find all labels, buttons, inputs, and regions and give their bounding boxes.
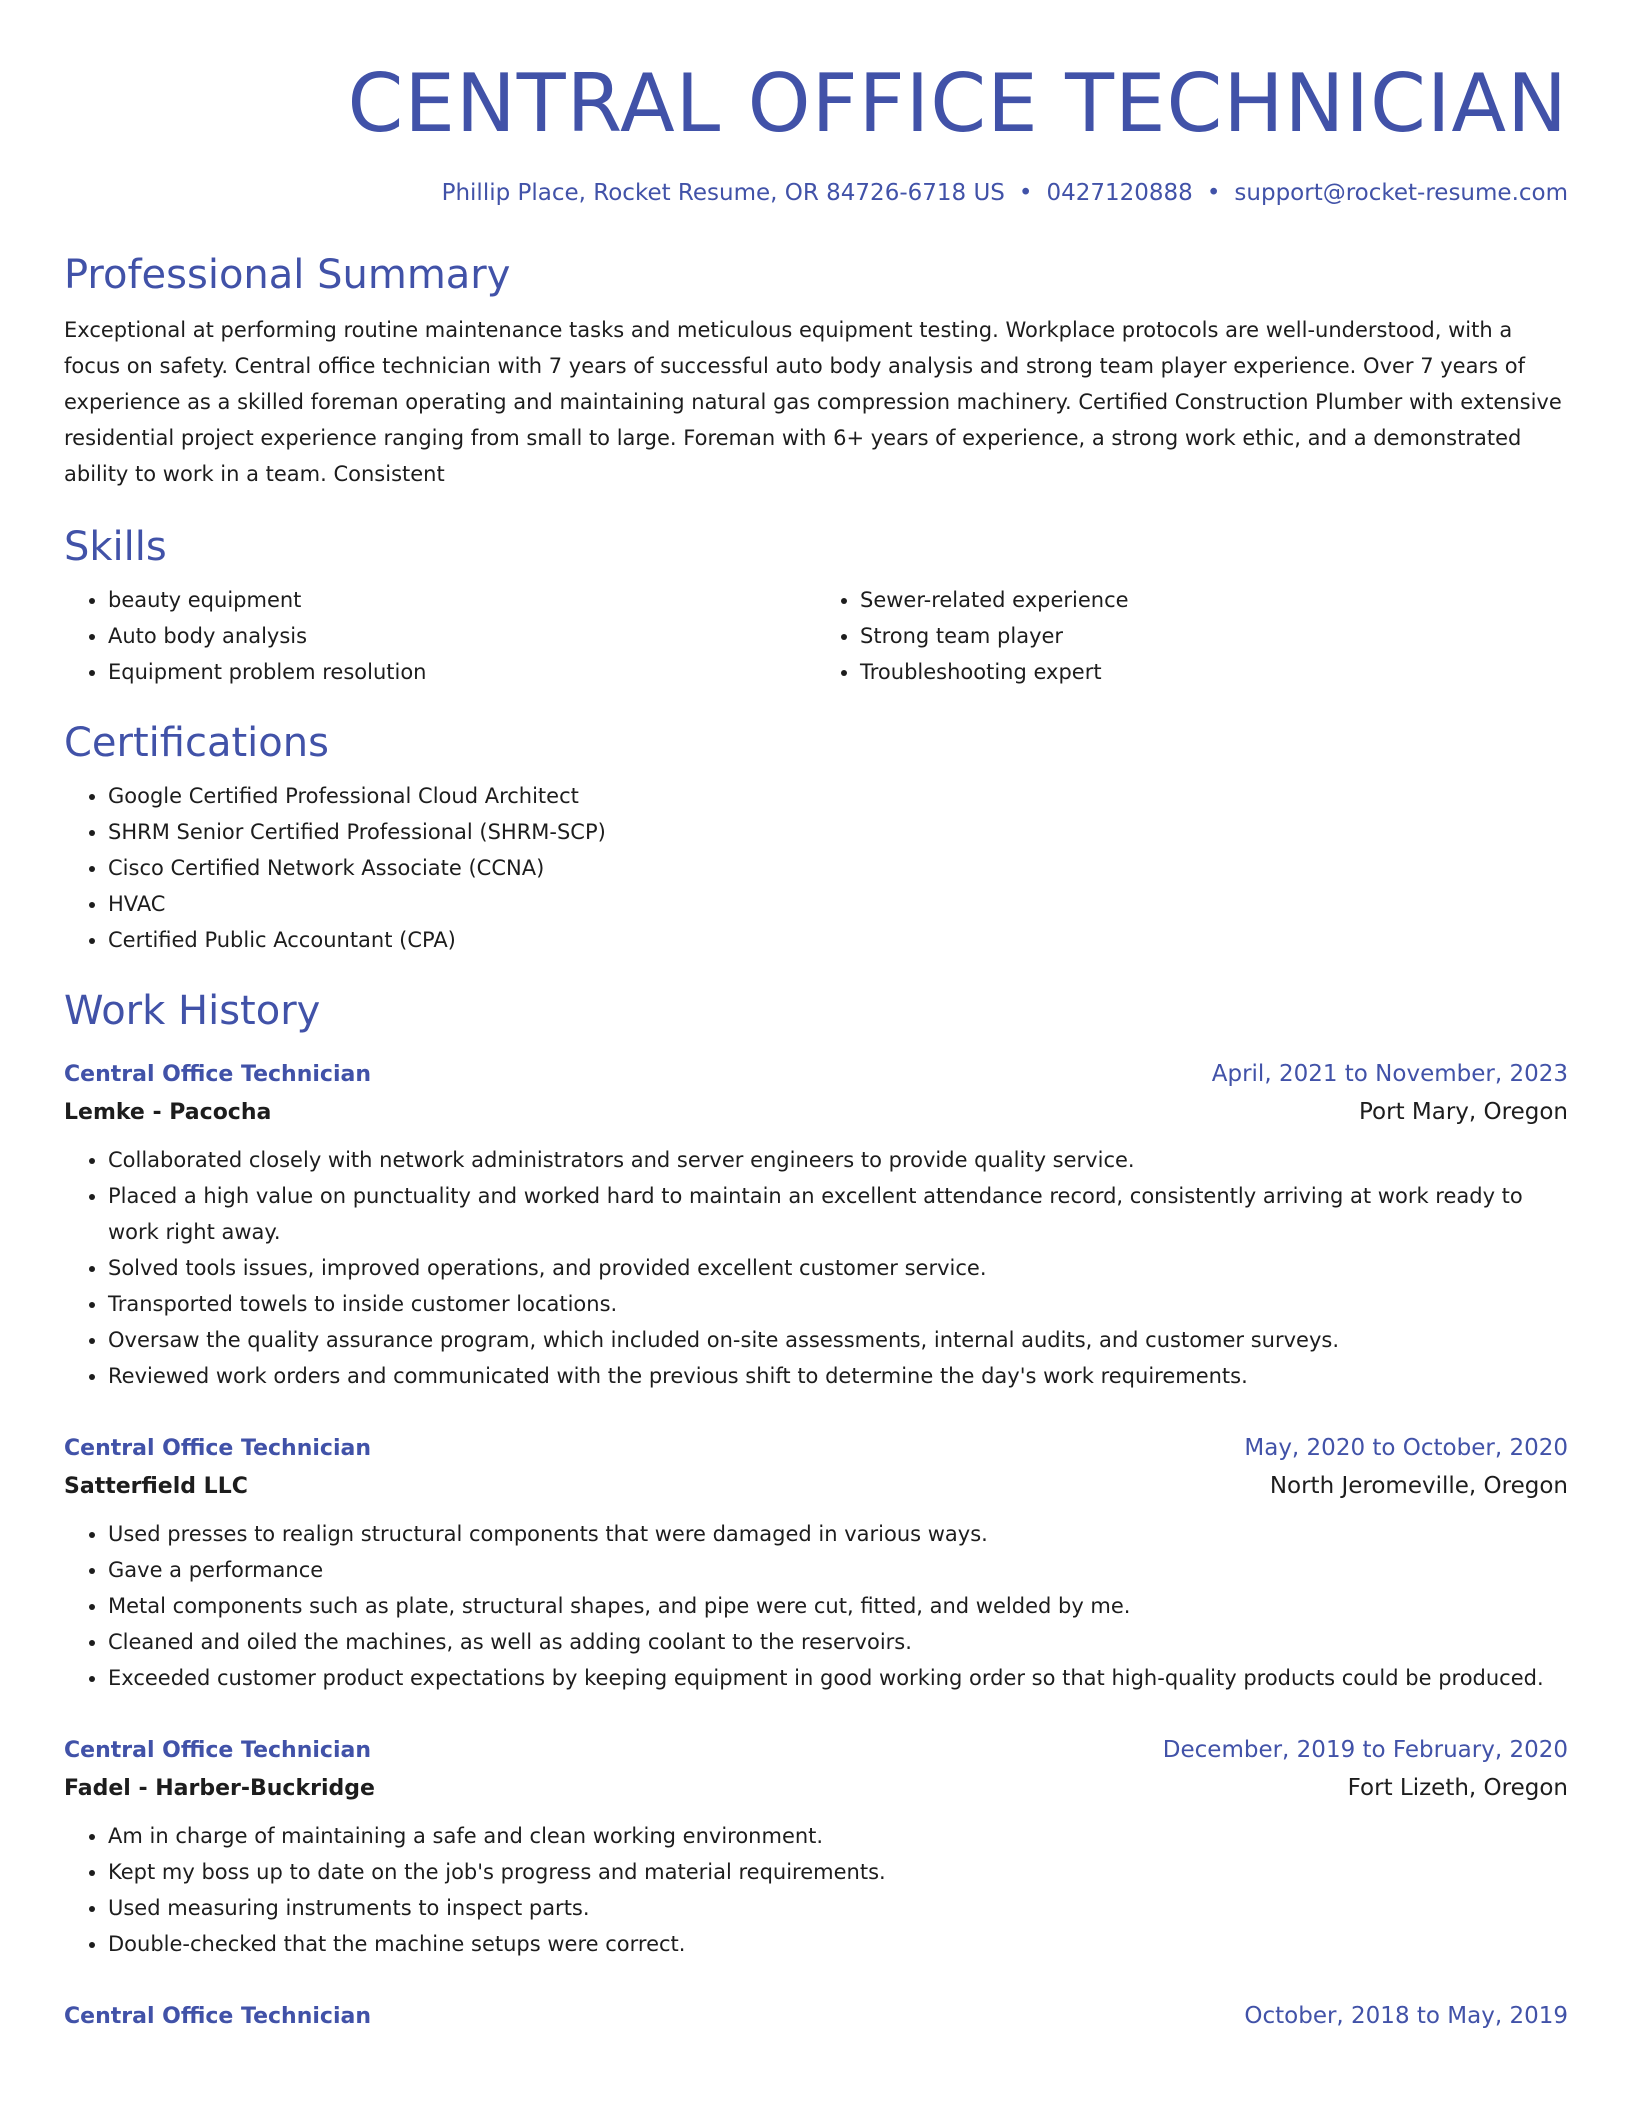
job-bullet: • Kept my boss up to date on the job's progress and material requirements. [108,1854,1568,1890]
job-company-row [64,1467,1568,1506]
job-bullet: • Solved tools issues, improved operations, and provided excellent customer service. [108,1250,1568,1286]
skills-grid [64,582,1568,690]
certification-item: • HVAC [108,886,1568,922]
certification-item: • Google Certified Professional Cloud Architect [108,778,1568,814]
job-bullet: • Exceeded customer product expectations by keeping equipment in good working order so that high-quality products could be produced. [108,1660,1568,1696]
contact-address: Phillip Place, Rocket Resume, OR 84726-6718 US [441,180,1005,206]
skill-item: • Troubleshooting expert [860,654,1568,690]
resume-page [64,0,1568,2035]
job-title: Central Office Technician [64,2004,372,2029]
skill-item: • Strong team player [860,618,1568,654]
skill-item: • beauty equipment [108,582,816,618]
summary-text: Exceptional at performing routine maintenance tasks and meticulous equipment testing. Workplace protocols are well-understood, with a focus on safety. Central office technician with 7 years of successful auto body analysis and strong team player experience. Over 7 years of experience as a skilled foreman operating and maintaining natural gas compression machinery. Certified Construction Plumber with extensive residential project experience ranging from small to large. Foreman with 6+ years of experience, a strong work ethic, and a demonstrated ability to work in a team. Consistent [64,318,1562,486]
contact-line [64,178,1568,208]
job-entry [64,1430,1568,1696]
job-bullet: • Gave a performance [108,1552,1568,1588]
resume-title: CENTRAL OFFICE TECHNICIAN [347,57,1568,150]
summary-heading: Professional Summary [64,252,511,298]
job-bullet: • Reviewed work orders and communicated with the previous shift to determine the day's work requirements. [108,1358,1568,1394]
work-history-heading: Work History [64,988,321,1034]
job-dates: April, 2021 to November, 2023 [1211,1061,1568,1087]
job-bullet: • Cleaned and oiled the machines, as well as adding coolant to the reservoirs. [108,1624,1568,1660]
job-company: Satterfield LLC [64,1474,248,1499]
job-title-row [64,1430,1568,1467]
certifications-list [64,778,1568,958]
contact-email[interactable]: support@rocket-resume.com [1234,180,1568,206]
skills-heading: Skills [64,524,167,570]
job-title-row [64,1732,1568,1769]
job-location: North Jeromeville, Oregon [1269,1473,1568,1499]
job-bullet: • Transported towels to inside customer locations. [108,1286,1568,1322]
contact-phone: 0427120888 [1046,180,1193,206]
job-bullet: • Placed a high value on punctuality and worked hard to maintain an excellent attendance record, consistently arriving at work ready to work right away. [108,1178,1568,1250]
job-location: Port Mary, Oregon [1359,1099,1568,1125]
job-dates: December, 2019 to February, 2020 [1162,1737,1568,1763]
job-bullet: • Used measuring instruments to inspect parts. [108,1890,1568,1926]
job-title: Central Office Technician [64,1436,372,1461]
job-title: Central Office Technician [64,1738,372,1763]
job-title-row [64,1998,1568,2035]
job-company-row [64,1769,1568,1808]
certification-item: • Cisco Certified Network Associate (CCNA) [108,850,1568,886]
certifications-heading: Certifications [64,720,329,766]
job-entry [64,1998,1568,2035]
job-bullet: • Oversaw the quality assurance program, which included on-site assessments, internal audits, and customer surveys. [108,1322,1568,1358]
skills-list-left [64,582,816,690]
skill-item: • Equipment problem resolution [108,654,816,690]
skill-item: • Auto body analysis [108,618,816,654]
job-bullet: • Collaborated closely with network administrators and server engineers to provide quality service. [108,1142,1568,1178]
job-bullets [64,1142,1568,1394]
job-company: Lemke - Pacocha [64,1100,272,1125]
job-bullet: • Used presses to realign structural components that were damaged in various ways. [108,1516,1568,1552]
job-title: Central Office Technician [64,1062,372,1087]
job-bullet: • Double-checked that the machine setups were correct. [108,1926,1568,1962]
job-location: Fort Lizeth, Oregon [1347,1775,1568,1801]
job-bullet: • Am in charge of maintaining a safe and clean working environment. [108,1818,1568,1854]
job-dates: October, 2018 to May, 2019 [1244,2003,1568,2029]
skills-list-right [816,582,1568,690]
job-company-row [64,1093,1568,1132]
separator-dot: • [1018,180,1033,206]
job-bullet: • Metal components such as plate, structural shapes, and pipe were cut, fitted, and welded by me. [108,1588,1568,1624]
certification-item: • Certified Public Accountant (CPA) [108,922,1568,958]
job-entry [64,1732,1568,1962]
certification-item: • SHRM Senior Certified Professional (SHRM-SCP) [108,814,1568,850]
job-bullets [64,1818,1568,1962]
separator-dot: • [1206,180,1221,206]
job-dates: May, 2020 to October, 2020 [1244,1435,1568,1461]
job-entry [64,1056,1568,1394]
job-company: Fadel - Harber-Buckridge [64,1776,375,1801]
work-history-list [64,1056,1568,2035]
skill-item: • Sewer-related experience [860,582,1568,618]
job-title-row [64,1056,1568,1093]
job-bullets [64,1516,1568,1696]
